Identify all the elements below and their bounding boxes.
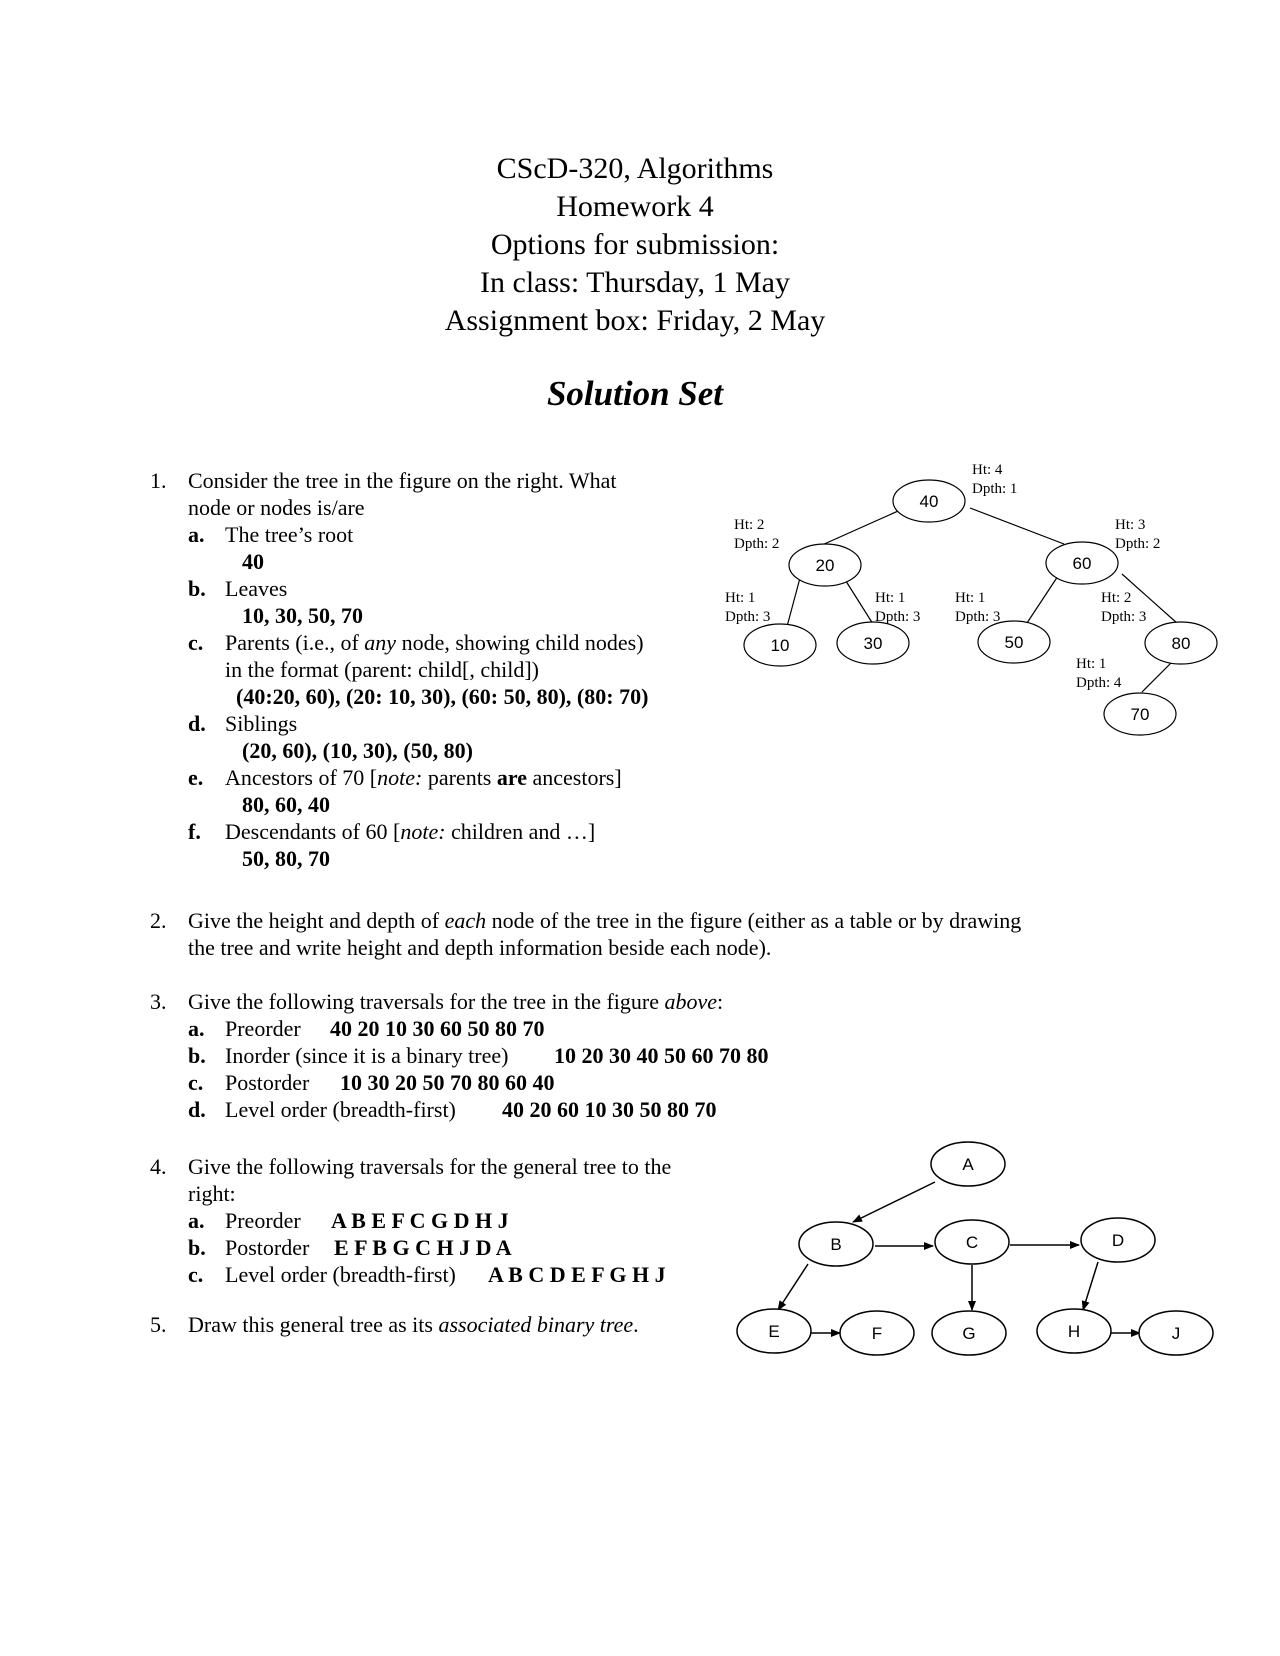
tree-node-60-label: 60 — [1072, 554, 1092, 573]
q1a-letter: a. — [188, 522, 205, 547]
q1e-text-bold: are — [496, 765, 528, 790]
q2-line1-post: node of the tree in the figure (either as a table or by drawing — [486, 908, 1022, 933]
q5-line-post: . — [633, 1312, 639, 1337]
q1b-text: Leaves — [225, 576, 288, 601]
gtree-node-F-label: F — [871, 1324, 883, 1343]
gtree-node-D-label: D — [1111, 1231, 1125, 1250]
n40-depth: Dpth: 1 — [972, 481, 1018, 497]
q1f-text-pre: Descendants of 60 [ — [225, 819, 401, 844]
edge-80-70 — [1142, 662, 1172, 692]
q1f-letter: f. — [188, 819, 201, 844]
n20-height: Ht: 2 — [734, 517, 765, 533]
n20-depth: Dpth: 2 — [734, 536, 780, 552]
q1c-answer: (40:20, 60), (20: 10, 30), (60: 50, 80), (80: 70) — [236, 684, 649, 709]
q3c-text: Postorder — [225, 1070, 310, 1095]
submission-options: Options for submission: — [490, 228, 780, 261]
q1e-text-em: note: — [377, 765, 423, 790]
q4c-text: Level order (breadth-first) — [225, 1262, 456, 1287]
q2-text-line2: the tree and write height and depth information beside each node). — [188, 935, 772, 960]
q3-number: 3. — [150, 989, 167, 1014]
q5-number: 5. — [150, 1312, 167, 1337]
edge-40-20 — [822, 507, 907, 545]
q3a-letter: a. — [188, 1016, 205, 1041]
q3b-text: Inorder (since it is a binary tree) — [225, 1043, 509, 1068]
q1f-text-em: note: — [400, 819, 446, 844]
q1e-text-mid: parents — [422, 765, 497, 790]
n50-depth: Dpth: 3 — [955, 609, 1001, 625]
tree-node-70-label: 70 — [1130, 705, 1150, 724]
q1e-text-post: ancestors] — [527, 765, 622, 790]
q2-line1-em: each — [444, 908, 487, 933]
n10-depth: Dpth: 3 — [725, 609, 771, 625]
n10-height: Ht: 1 — [725, 590, 756, 606]
q1f-answer: 50, 80, 70 — [242, 846, 330, 871]
q4c-letter: c. — [188, 1262, 204, 1287]
q3d-answer: 40 20 60 10 30 50 80 70 — [502, 1097, 717, 1122]
q3c-letter: c. — [188, 1070, 204, 1095]
q5-line-em: associated binary tree — [438, 1312, 634, 1337]
q4-text-line2: right: — [188, 1181, 236, 1206]
q4b-answer: E F B G C H J D A — [334, 1235, 512, 1260]
q1f-text-post: children and …] — [445, 819, 596, 844]
q2-number: 2. — [150, 908, 167, 933]
q1a-text: The tree’s root — [225, 522, 354, 547]
gtree-node-E-label: E — [768, 1322, 780, 1341]
q1b-answer: 10, 30, 50, 70 — [242, 603, 363, 628]
tree-node-10-label: 10 — [770, 636, 790, 655]
assignment-title: Homework 4 — [556, 190, 714, 223]
gtree-node-G-label: G — [962, 1324, 976, 1343]
n60-height: Ht: 3 — [1115, 517, 1146, 533]
q4a-answer: A B E F C G D H J — [331, 1208, 509, 1233]
gtree-node-C-label: C — [965, 1233, 979, 1252]
n70-depth: Dpth: 4 — [1076, 675, 1122, 691]
tree-node-20-label: 20 — [815, 556, 835, 575]
q1c-text-line2: in the format (parent: child[, child]) — [225, 657, 539, 682]
edge-40-60 — [970, 508, 1064, 544]
q1c-text-pre: Parents (i.e., of — [225, 630, 365, 655]
in-class-date: In class: Thursday, 1 May — [480, 266, 790, 299]
n80-depth: Dpth: 3 — [1101, 609, 1147, 625]
q4a-letter: a. — [188, 1208, 205, 1233]
q1-text-line2: node or nodes is/are — [188, 495, 365, 520]
q3b-answer: 10 20 30 40 50 60 70 80 — [554, 1043, 769, 1068]
edge-A-B — [853, 1182, 935, 1222]
n30-height: Ht: 1 — [875, 590, 906, 606]
n80-height: Ht: 2 — [1101, 590, 1132, 606]
tree-node-50-label: 50 — [1004, 633, 1024, 652]
q1e-letter: e. — [188, 765, 204, 790]
gtree-node-J-label: J — [1171, 1324, 1181, 1343]
tree-node-40-label: 40 — [919, 492, 939, 511]
gtree-node-B-label: B — [830, 1235, 842, 1254]
q4b-letter: b. — [188, 1235, 206, 1260]
q1c-letter: c. — [188, 630, 204, 655]
q2-line1-pre: Give the height and depth of — [188, 908, 445, 933]
q3d-text: Level order (breadth-first) — [225, 1097, 456, 1122]
edge-D-H — [1083, 1262, 1098, 1310]
q1e-answer: 80, 60, 40 — [242, 792, 330, 817]
assignment-box-date: Assignment box: Friday, 2 May — [444, 304, 826, 337]
edge-B-E — [778, 1264, 808, 1310]
q1-number: 1. — [150, 468, 167, 493]
q4c-answer: A B C D E F G H J — [488, 1262, 666, 1287]
q3c-answer: 10 30 20 50 70 80 60 40 — [340, 1070, 555, 1095]
edge-60-50 — [1025, 576, 1058, 626]
q3b-letter: b. — [188, 1043, 206, 1068]
tree-node-30-label: 30 — [863, 634, 883, 653]
q1b-letter: b. — [188, 576, 206, 601]
q1d-letter: d. — [188, 711, 206, 736]
n30-depth: Dpth: 3 — [875, 609, 921, 625]
course-title: CScD-320, Algorithms — [496, 152, 774, 185]
q1e-text-pre: Ancestors of 70 [ — [225, 765, 378, 790]
q1c-text-em: any — [364, 630, 397, 655]
q1c-text-post: node, showing child nodes) — [396, 630, 644, 655]
q3a-answer: 40 20 10 30 60 50 80 70 — [330, 1016, 545, 1041]
edge-20-30 — [844, 578, 873, 624]
q1d-answer: (20, 60), (10, 30), (50, 80) — [242, 738, 473, 763]
gtree-node-A-label: A — [962, 1155, 974, 1174]
q4-text-line1: Give the following traversals for the general tree to the — [188, 1154, 672, 1179]
solution-set-title: Solution Set — [546, 374, 724, 413]
tree-node-80-label: 80 — [1171, 634, 1191, 653]
q4-number: 4. — [150, 1154, 167, 1179]
q3a-text: Preorder — [225, 1016, 301, 1041]
n60-depth: Dpth: 2 — [1115, 536, 1161, 552]
q1d-text: Siblings — [225, 711, 298, 736]
q3-line-em: above — [664, 989, 718, 1014]
n70-height: Ht: 1 — [1076, 656, 1107, 672]
q4b-text: Postorder — [225, 1235, 310, 1260]
q1-text-line1: Consider the tree in the figure on the right. What — [188, 468, 617, 493]
n40-height: Ht: 4 — [972, 462, 1003, 478]
gtree-node-H-label: H — [1067, 1322, 1081, 1341]
q5-line-pre: Draw this general tree as its — [188, 1312, 439, 1337]
q3-line-post: : — [717, 989, 724, 1014]
q4a-text: Preorder — [225, 1208, 301, 1233]
n50-height: Ht: 1 — [955, 590, 986, 606]
q3-line-pre: Give the following traversals for the tree in the figure — [188, 989, 665, 1014]
q1a-answer: 40 — [242, 549, 264, 574]
q3d-letter: d. — [188, 1097, 206, 1122]
